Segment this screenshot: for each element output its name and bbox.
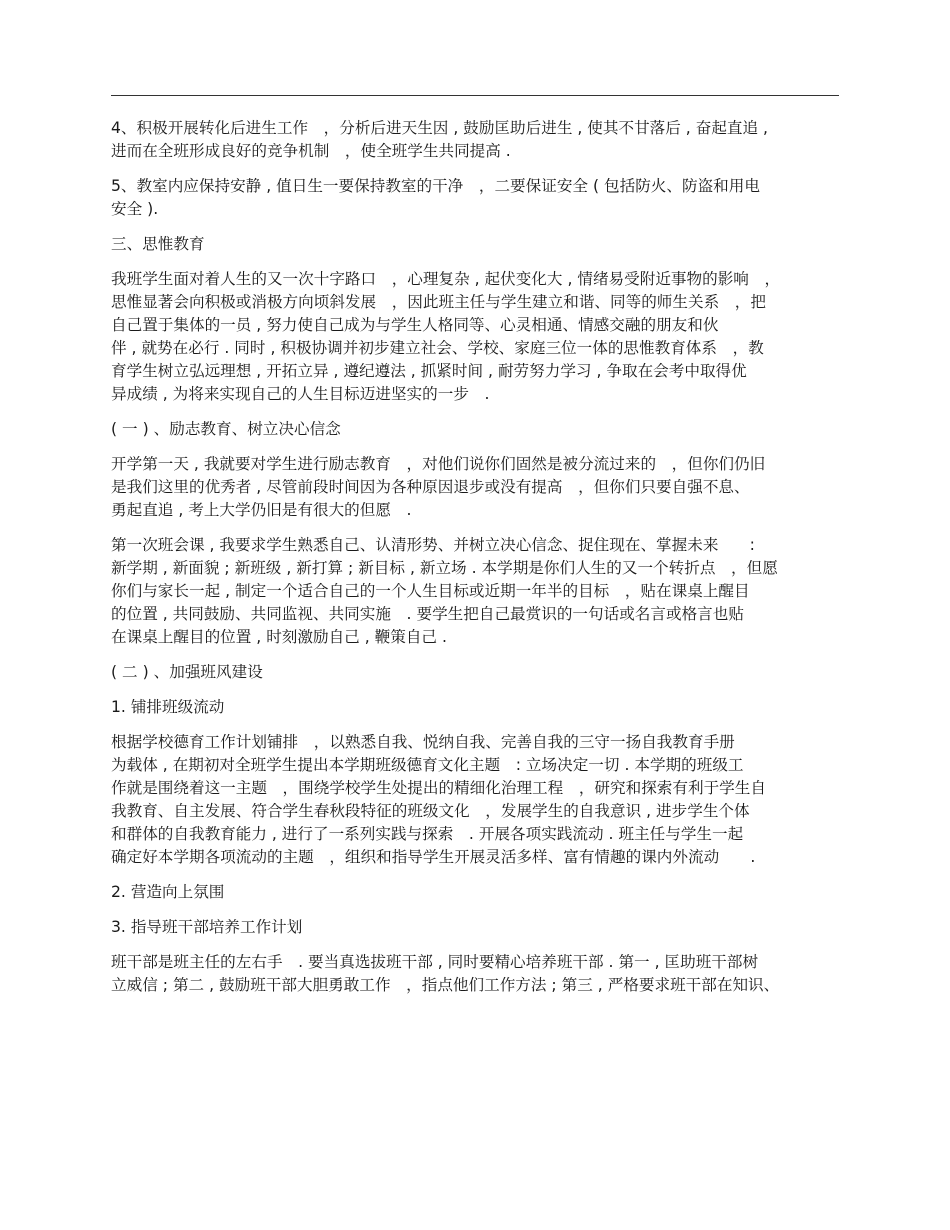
- subheading-inspirational-education: ( 一 ) 、励志教育、树立决心信念: [111, 420, 341, 438]
- paragraph-school-plan: 根据学校德育工作计划铺排 ，以熟悉自我、悦纳自我、完善自我的三守一扬自我教育手册 为载体 , 在期初对全班学生提出本学期班级德育文化主题 : 立场决定一切 . 本学期的班级工 作就是围绕着这一主题 ，围绕学校学生处提出的精细化治理工程 ，研究和探索有利于学生自 我教育、自主发展、符合学生春秋段特征的班级文化 ，发展学生的自我意识 , 进步学生个体 和群体的自我教育能力 , 进行了一系列实践与探索 . 开展各项实践流动 . 班主任与学生一起 确定好本学期各项流动的主题 ，组织和指导学生开展灵活多样、富有情趣的课内外流动 .: [111, 733, 766, 866]
- subheading-atmosphere: 2. 营造向上氛围: [111, 883, 225, 901]
- document-body: [111, 117, 839, 1009]
- section-heading-thinking-education: 三、思惟教育: [111, 235, 205, 253]
- paragraph-item-4: 4、积极开展转化后进生工作 ，分析后进天生因 , 鼓励匡助后进生 , 使其不甘落后 , 奋起直追 , 进而在全班形成良好的竞争机制 ，使全班学生共同提高 .: [111, 119, 769, 160]
- subheading-arrange-activities: 1. 铺排班级流动: [111, 698, 225, 716]
- paragraph-first-day: 开学第一天 , 我就要对学生进行励志教育 ，对他们说你们固然是被分流过来的 ，但你们仍旧 是我们这里的优秀者 , 尽管前段时间因为各种原因退步或没有提高 ，但你们只要自强不息、 勇起直追 , 考上大学仍旧是有很大的但愿 .: [111, 455, 766, 519]
- subheading-class-style: ( 二 ) 、加强班风建设: [111, 663, 263, 681]
- paragraph-thinking-education: 我班学生面对着人生的又一次十字路口 ，心理复杂 , 起伏变化大 , 情绪易受附近事物的影响 ， 思惟显著会向积极或消极方向顷斜发展 ，因此班主任与学生建立和谐、同等的师生关系 ，把 自己置于集体的一员 , 努力使自己成为与学生人格同等、心灵相通、情感交融的朋友和伙 伴 , 就势在必行 . 同时 , 积极协调并初步建立社会、学校、家庭三位一体的思惟教育体系 ，教 育学生树立弘远理想 , 开拓立异 , 遵纪遵法 , 抓紧时间 , 耐劳努力学习 , 争取在会考中取得优 异成绩 , 为将来实现自己的人生目标迈进坚实的一步 .: [111, 270, 781, 403]
- subheading-class-cadres: 3. 指导班干部培养工作计划: [111, 918, 303, 936]
- header-rule: [111, 95, 839, 96]
- paragraph-class-cadres: 班干部是班主任的左右手 . 要当真选拔班干部 , 同时要精心培养班干部 . 第一 , 匡助班干部树 立威信 ; 第二 , 鼓励班干部大胆勇敢工作 ，指点他们工作方法 ; 第三 , 严格要求班干部在知识、: [111, 953, 780, 994]
- paragraph-item-5: 5、教室内应保持安静 , 值日生一要保持教室的干净 ，二要保证安全 ( 包括防火、防盗和用电 安全 ).: [111, 177, 760, 218]
- paragraph-first-class-meeting: 第一次班会课 , 我要求学生熟悉自己、认清形势、并树立决心信念、捉住现在、掌握未来 : 新学期 , 新面貌 ; 新班级 , 新打算 ; 新目标 , 新立场 . 本学期是你们人生的又一个转折点 ，但愿 你们与家长一起 , 制定一个适合自己的一个人生目标或近期一年半的目标 ，贴在课桌上醒目 的位置 , 共同鼓励、共同监视、共同实施 . 要学生把自己最赏识的一句话或名言或格言也贴 在课桌上醒目的位置 , 时刻激励自己 , 鞭策自己 .: [111, 536, 778, 646]
